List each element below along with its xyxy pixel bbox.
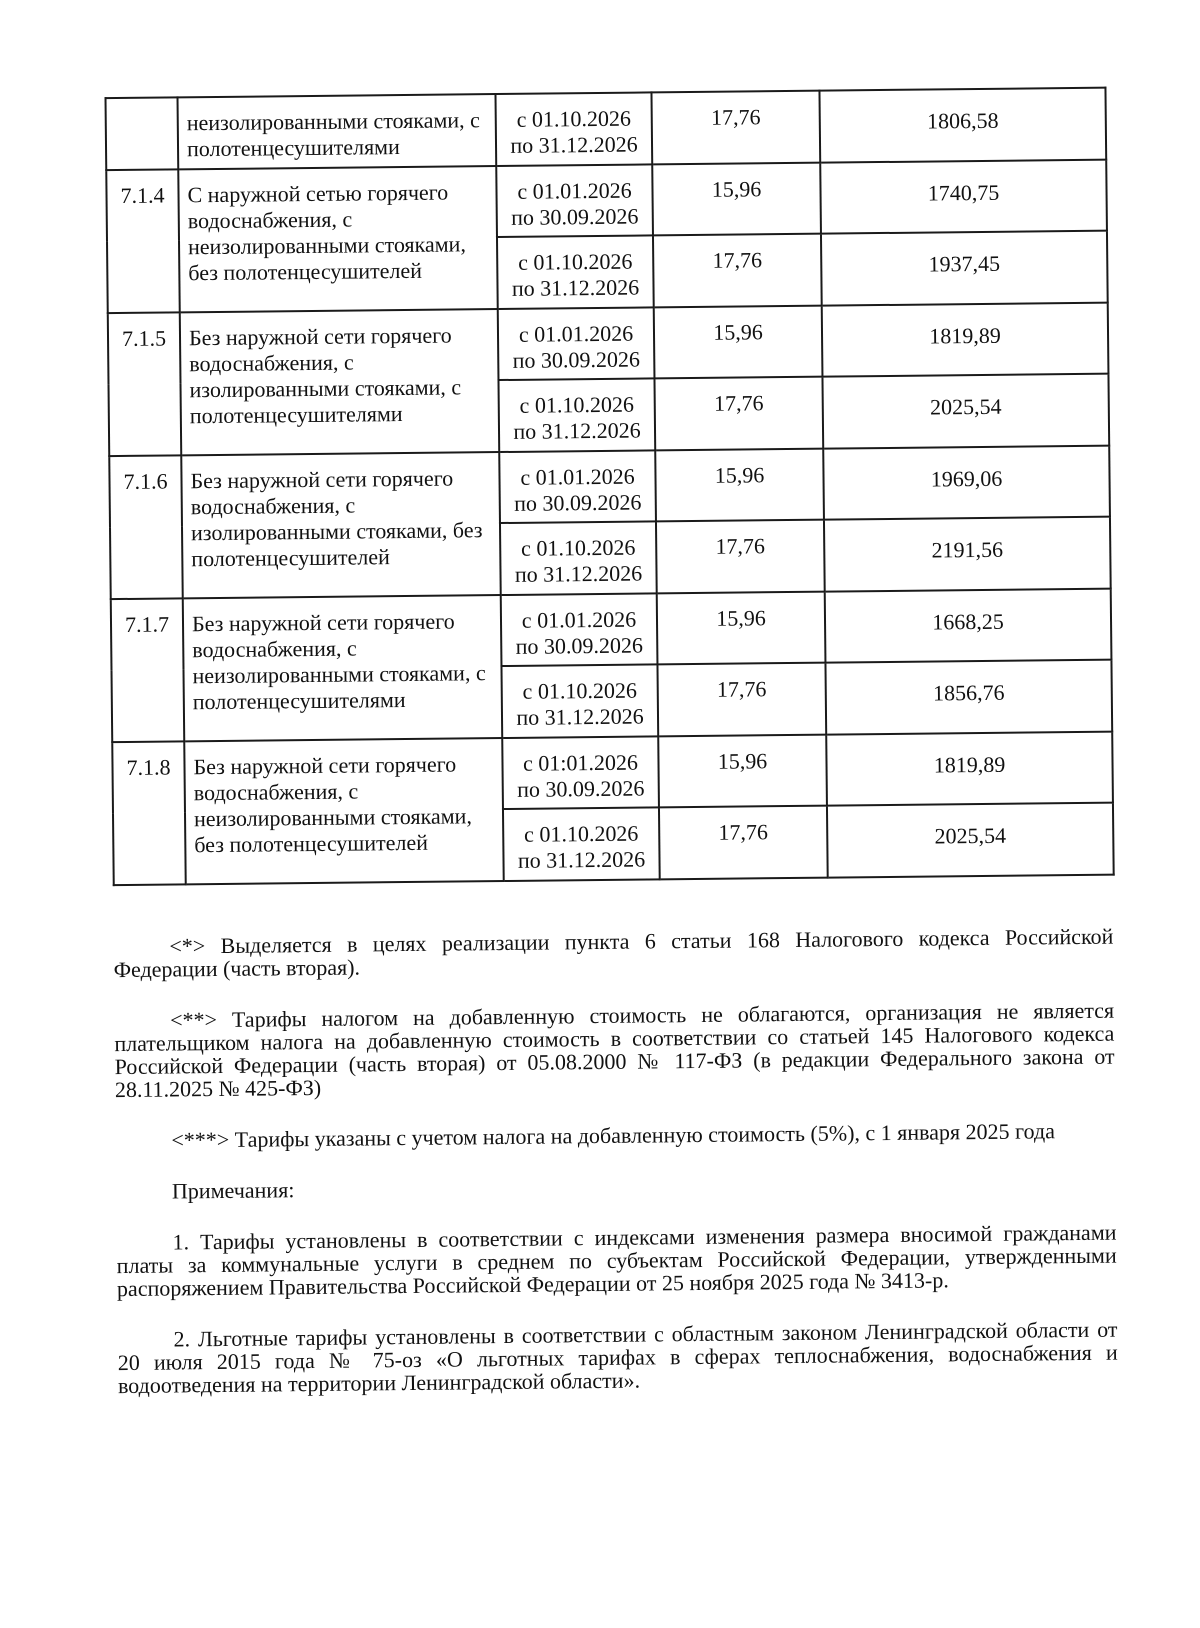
notes-heading: Примечания: (171, 1177, 295, 1204)
rate-cell: 17,76 (654, 377, 823, 451)
period-from: с 01.01.2026 (518, 320, 634, 347)
period-cell (497, 235, 654, 309)
table-row (106, 88, 1107, 170)
period-from: с 01.01.2026 (520, 463, 635, 490)
price-cell: 1969,06 (823, 446, 1110, 520)
period-cell (495, 92, 652, 166)
period-to: по 30.09.2026 (512, 346, 641, 373)
period-from: с 01.01.2026 (517, 177, 632, 204)
rate-cell: 17,76 (653, 234, 822, 308)
rate-cell: 15,96 (652, 163, 821, 236)
price-cell: 1819,89 (822, 303, 1109, 377)
period-to: по 31.12.2026 (510, 131, 638, 158)
period-cell (503, 807, 660, 881)
rate-cell: 15,96 (654, 306, 823, 379)
period-from: с 01.01.2026 (521, 606, 637, 633)
period-to: по 31.12.2026 (513, 417, 641, 444)
footnotes-section (113, 925, 1118, 1397)
footnote-2: <**> Тарифы налогом на добавленную стоимость не облагаются, организация не является плательщиком налога на добавленную стоимость в соответствии со статьей 145 Налогового кодекса Российской Федерации (часть вторая) от 05.08.2000 № 117-ФЗ (в редакции Федерального закона от 28.11.2025 № 425-ФЗ) (114, 997, 1115, 1103)
period-from: с 01.10.2026 (522, 677, 637, 704)
item-number: 7.1.7 (111, 598, 184, 742)
period-cell (502, 736, 659, 809)
item-description: Без наружной сети горячего водоснабжения, с неизолированными стояками, с полотенцесушителями (183, 595, 502, 741)
rate-cell: 15,96 (655, 449, 824, 522)
period-cell (499, 450, 656, 523)
period-cell (501, 593, 658, 666)
period-cell (500, 521, 657, 595)
period-cell (501, 664, 658, 738)
rate-cell: 15,96 (657, 592, 826, 665)
period-from: с 01.10.2026 (517, 248, 633, 275)
item-description: неизолированными стояками, с полотенцесушителями (178, 94, 497, 169)
footnote-1: <*> Выделяется в целях реализации пункта 6 статьи 168 Налогового кодекса Российской Федерации (часть вторая). (113, 923, 1114, 983)
price-cell: 1856,76 (825, 660, 1112, 735)
footnote-3: <***> Тарифы указаны с учетом налога на добавленную стоимость (5%), с 1 января 2025 года (171, 1118, 1056, 1153)
item-number: 7.1.6 (109, 455, 182, 599)
price-cell: 1819,89 (826, 732, 1113, 806)
price-cell: 2191,56 (824, 517, 1111, 592)
period-to: по 30.09.2026 (516, 775, 645, 802)
note-1: 1. Тарифы установлены в соответствии с индексами изменения размера вносимой гражданами платы за коммунальные услуги в среднем по субъектам Российской Федерации, утвержденными распоряжением Правительства Российской Федерации от 25 ноября 2025 года № 3413-р. (116, 1219, 1117, 1302)
price-cell: 2025,54 (827, 803, 1114, 878)
period-from: с 01.10.2026 (516, 105, 632, 132)
period-to: по 31.12.2026 (514, 560, 643, 587)
period-cell (496, 164, 653, 237)
table-row (111, 589, 1112, 670)
item-description: С наружной сетью горячего водоснабжения, с неизолированными стояками, без полотенцесушителей (178, 166, 497, 312)
rate-cell: 17,76 (656, 520, 825, 594)
price-cell: 2025,54 (822, 374, 1109, 449)
table-row (112, 732, 1113, 813)
rate-cell: 17,76 (659, 806, 828, 880)
item-description: Без наружной сети горячего водоснабжения, с неизолированными стояками, без полотенцесушителей (184, 738, 503, 884)
price-cell: 1806,58 (819, 88, 1106, 163)
item-number: 7.1.4 (106, 169, 179, 313)
period-cell (498, 307, 655, 380)
item-number: 7.1.5 (108, 312, 181, 456)
period-cell (498, 378, 655, 452)
period-from: с 01.10.2026 (519, 391, 634, 418)
period-from: с 01:01.2026 (522, 749, 639, 776)
period-to: по 30.09.2026 (514, 489, 642, 516)
price-cell: 1937,45 (821, 231, 1108, 306)
period-to: по 31.12.2026 (511, 274, 640, 301)
table-row (108, 303, 1109, 384)
rate-cell: 15,96 (658, 735, 827, 808)
note-2: 2. Льготные тарифы установлены в соответствии с областным законом Ленинградской области от 20 июля 2015 года № 75-оз «О льготных тарифах в сферах теплоснабжения, водоснабжения и водоотведения на территории Ленинградской области». (117, 1316, 1118, 1399)
price-cell: 1740,75 (820, 160, 1107, 234)
item-number (106, 97, 179, 170)
item-number: 7.1.8 (112, 741, 185, 885)
period-to: по 31.12.2026 (516, 703, 644, 730)
period-to: по 30.09.2026 (511, 203, 639, 230)
rate-cell: 17,76 (657, 663, 826, 737)
tariff-table (104, 87, 1114, 886)
item-description: Без наружной сети горячего водоснабжения, с изолированными стояками, с полотенцесушителями (180, 309, 499, 455)
rate-cell: 17,76 (651, 91, 820, 165)
period-to: по 30.09.2026 (515, 632, 644, 659)
table-row (109, 446, 1110, 527)
period-from: с 01.10.2026 (520, 534, 636, 561)
period-from: с 01.10.2026 (523, 820, 639, 847)
item-description: Без наружной сети горячего водоснабжения, с изолированными стояками, без полотенцесушителей (181, 452, 500, 598)
table-row (106, 160, 1107, 241)
period-to: по 31.12.2026 (517, 846, 646, 873)
price-cell: 1668,25 (825, 589, 1112, 663)
